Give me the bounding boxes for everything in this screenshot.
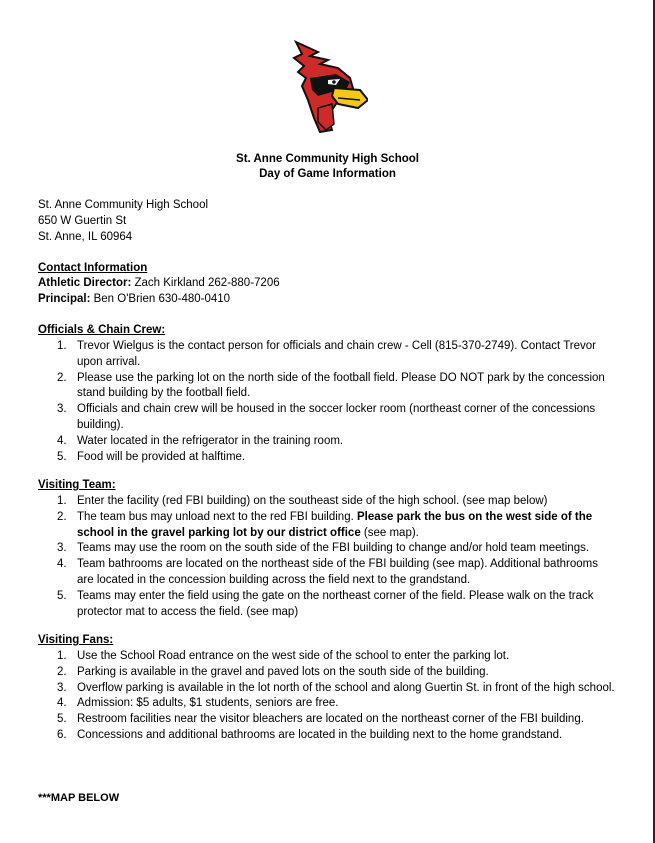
address-name: St. Anne Community High School <box>38 199 209 211</box>
list-item <box>0 450 655 466</box>
list-text: Overflow parking is available in the lot north of the school and along Guertin St. in front of the high school. <box>77 681 615 694</box>
athletic-director-line <box>38 277 280 289</box>
list-item <box>0 434 655 450</box>
list-number: 1. <box>57 340 67 352</box>
list-number: 1. <box>57 650 67 662</box>
list-item <box>0 728 655 744</box>
list-item <box>0 371 655 403</box>
list-number: 3. <box>57 681 67 694</box>
principal-label: Principal: <box>38 293 91 305</box>
list-item <box>0 681 655 697</box>
document-subtitle: Day of Game Information <box>259 168 396 180</box>
redbird-mascot-logo <box>288 38 368 134</box>
list-text: Trevor Wielgus is the contact person for officials and chain crew - Cell (815-370-2749). Contact Trevor upon arrival. <box>77 340 597 368</box>
officials-list <box>0 339 655 465</box>
list-number: 4. <box>57 697 67 710</box>
visiting-team-heading: Visiting Team: <box>38 479 116 491</box>
visiting-fans-heading: Visiting Fans: <box>38 634 114 646</box>
list-number: 2. <box>57 371 67 384</box>
officials-heading: Officials & Chain Crew: <box>38 324 166 336</box>
address-city: St. Anne, IL 60964 <box>38 231 133 243</box>
list-text: Teams may use the room on the south side of the FBI building to change and/or hold team meetings. <box>77 542 590 555</box>
principal-line <box>38 293 230 305</box>
principal-value: Ben O'Brien 630-480-0410 <box>90 293 231 305</box>
list-text: Teams may enter the field using the gate on the northeast corner of the field. Please walk on the track protector mat to access the field. (see map) <box>77 589 594 618</box>
list-number: 3. <box>57 542 67 555</box>
list-item <box>0 510 655 542</box>
visiting-team-list <box>0 494 655 620</box>
list-number: 2. <box>57 665 67 678</box>
list-item <box>0 696 655 712</box>
list-text: (see map). <box>360 526 419 539</box>
list-item <box>0 649 655 665</box>
visiting-fans-list <box>0 649 655 744</box>
list-number: 5. <box>57 589 67 602</box>
list-text: Officials and chain crew will be housed in the soccer locker room (northeast corner of the concessions building). <box>77 403 596 431</box>
list-text: Use the School Road entrance on the west side of the school to enter the parking lot. <box>77 650 510 662</box>
list-text: Admission: $5 adults, $1 students, seniors are free. <box>77 697 339 710</box>
school-title: St. Anne Community High School <box>236 153 419 165</box>
list-item <box>0 557 655 589</box>
list-text: Water located in the refrigerator in the training room. <box>77 434 344 447</box>
list-text-bold: Please park the bus on the west side of the school in the gravel parking lot by our district office <box>77 510 593 539</box>
list-number: 3. <box>57 403 67 416</box>
list-number: 5. <box>57 450 67 463</box>
athletic-director-value: Zach Kirkland 262-880-7206 <box>131 277 280 289</box>
list-text: Enter the facility (red FBI building) on the southeast side of the high school. (see map below) <box>77 495 548 507</box>
list-item <box>0 665 655 681</box>
list-text: Team bathrooms are located on the northeast side of the FBI building (see map). Additional bathrooms are located in the concession building across the field next to the grandstand. <box>77 558 598 586</box>
athletic-director-label: Athletic Director: <box>38 277 132 289</box>
list-number: 1. <box>57 495 67 507</box>
list-item <box>0 541 655 557</box>
list-item <box>0 589 655 621</box>
address-street: 650 W Guertin St <box>38 215 127 227</box>
list-number: 4. <box>57 434 67 447</box>
list-text: Food will be provided at halftime. <box>77 450 246 463</box>
list-text: Please use the parking lot on the north side of the football field. Please DO NOT park by the concession stand building by the football field. <box>77 371 605 400</box>
list-item <box>0 712 655 728</box>
map-below-note: ***MAP BELOW <box>38 792 120 804</box>
list-number: 5. <box>57 713 67 726</box>
list-text: The team bus may unload next to the red FBI building. <box>77 510 357 523</box>
list-number: 4. <box>57 558 67 571</box>
contact-heading: Contact Information <box>38 262 148 274</box>
list-item <box>0 494 655 510</box>
list-number: 2. <box>57 510 67 523</box>
list-number: 6. <box>57 728 67 741</box>
list-item <box>0 339 655 371</box>
list-item <box>0 402 655 434</box>
list-text: Parking is available in the gravel and paved lots on the south side of the building. <box>77 665 489 678</box>
list-text: Restroom facilities near the visitor bleachers are located on the northeast corner of the FBI building. <box>77 713 584 726</box>
list-text: Concessions and additional bathrooms are located in the building next to the home grandstand. <box>77 728 563 741</box>
